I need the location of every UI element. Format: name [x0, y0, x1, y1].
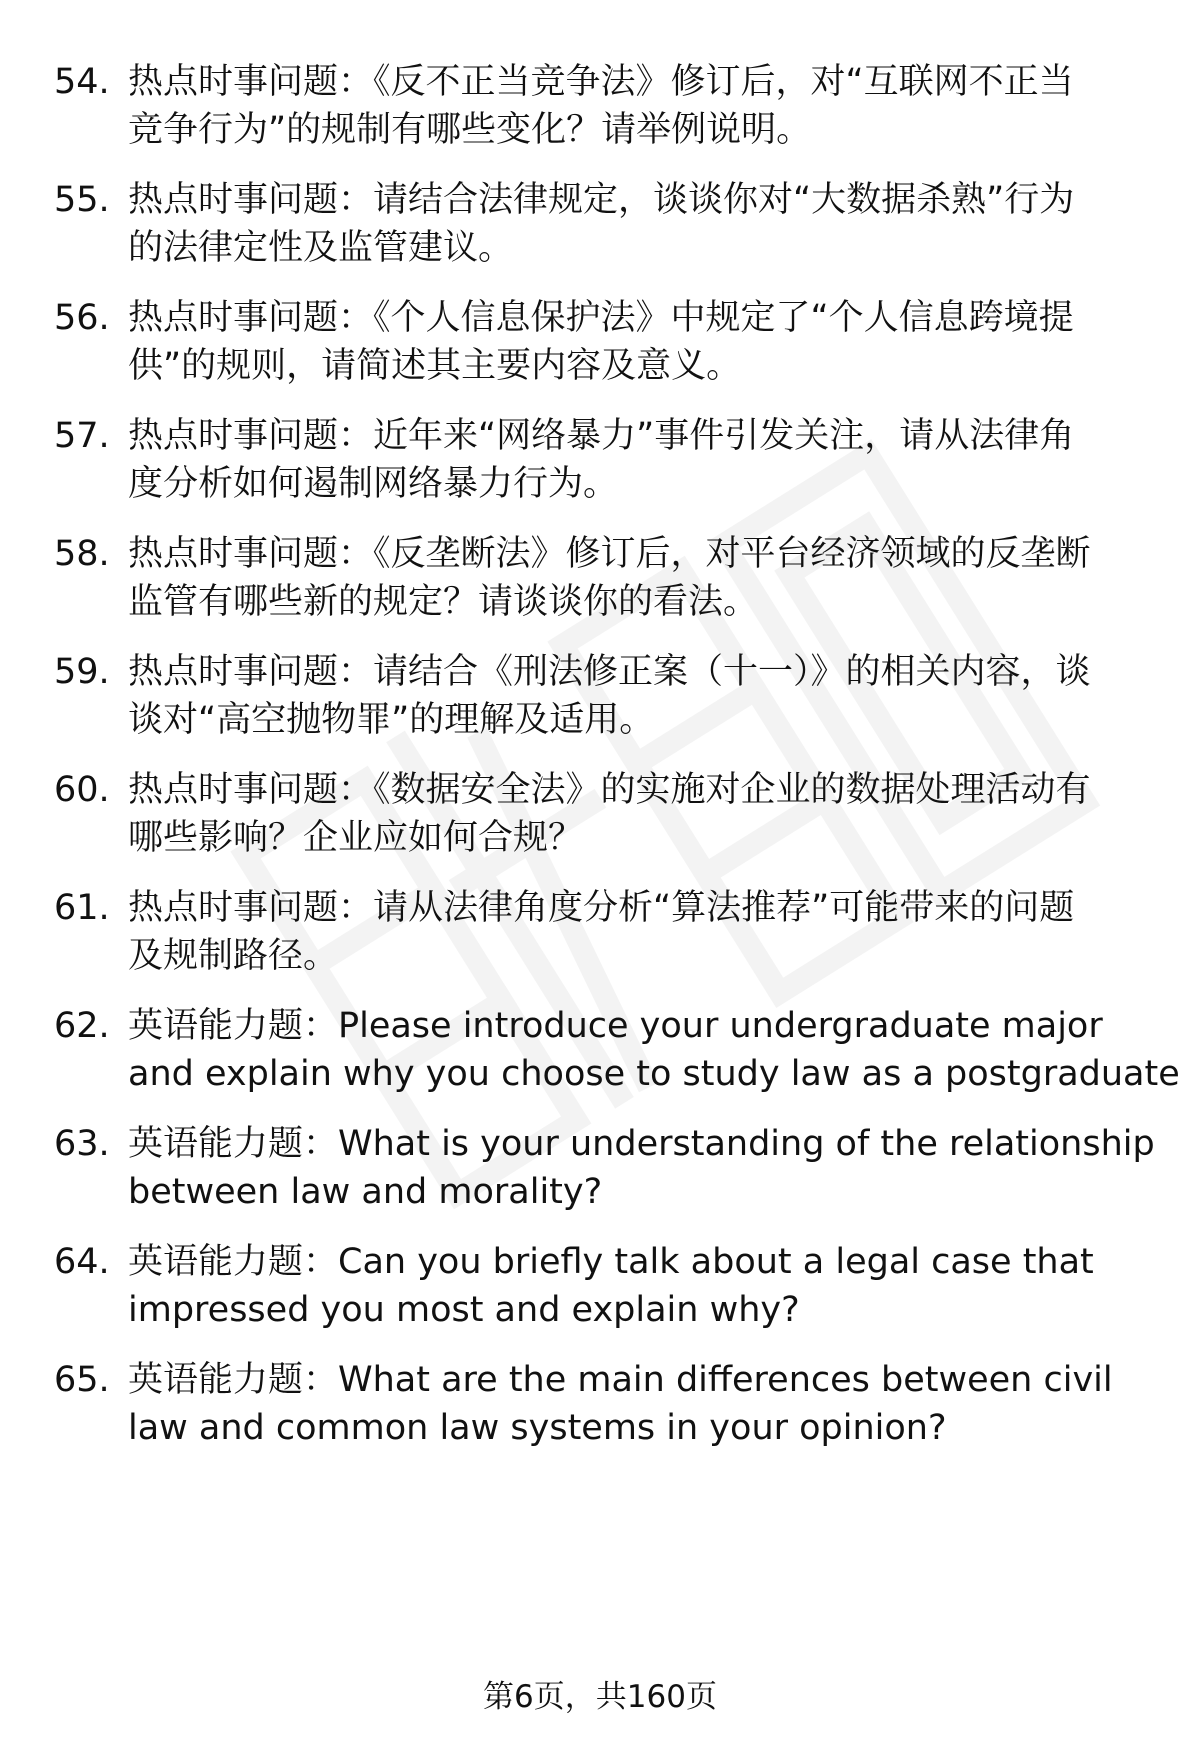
- question-item-57: [54, 412, 1164, 512]
- question-text-line-2: and explain why you choose to study law as a postgraduate: [128, 1054, 1180, 1094]
- question-item-55: [54, 176, 1164, 276]
- question-item-56: [54, 294, 1164, 394]
- question-number: 63.: [54, 1124, 110, 1164]
- question-text-line-1: 热点时事问题：《反不正当竞争法》修订后，对“互联网不正当: [128, 62, 1074, 102]
- question-item-64: [54, 1238, 1164, 1338]
- question-text-line-1: 热点时事问题：《数据安全法》的实施对企业的数据处理活动有: [128, 770, 1091, 810]
- question-text-line-1: 英语能力题：What is your understanding of the relationship: [128, 1124, 1155, 1164]
- question-text-line-1: 热点时事问题：请从法律角度分析“算法推荐”可能带来的问题: [128, 888, 1075, 928]
- question-number: 57.: [54, 416, 110, 456]
- question-item-63: [54, 1120, 1164, 1220]
- question-item-59: [54, 648, 1164, 748]
- question-text-line-2: between law and morality?: [128, 1172, 603, 1212]
- question-item-54: [54, 58, 1164, 158]
- question-number: 58.: [54, 534, 110, 574]
- question-item-62: [54, 1002, 1180, 1102]
- question-text-line-1: 热点时事问题：请结合《刑法修正案（十一）》的相关内容，谈: [128, 652, 1091, 692]
- question-text-line-2: impressed you most and explain why?: [128, 1290, 800, 1330]
- question-text-line-2: 谈对“高空抛物罪”的理解及适用。: [128, 700, 655, 740]
- question-number: 54.: [54, 62, 110, 102]
- question-item-61: [54, 884, 1164, 984]
- question-text-line-1: 英语能力题：What are the main differences between civil: [128, 1360, 1113, 1400]
- question-text-line-2: law and common law systems in your opinion?: [128, 1408, 947, 1448]
- question-text-line-1: 英语能力题：Can you briefly talk about a legal case that: [128, 1242, 1094, 1282]
- question-text-line-2: 哪些影响？企业应如何合规？: [128, 818, 584, 858]
- question-number: 56.: [54, 298, 110, 338]
- question-item-60: [54, 766, 1164, 866]
- question-text-line-1: 热点时事问题：《反垄断法》修订后，对平台经济领域的反垄断: [128, 534, 1091, 574]
- question-number: 62.: [54, 1006, 110, 1046]
- page-footer: [0, 1675, 1200, 1719]
- question-number: 65.: [54, 1360, 110, 1400]
- question-text-line-2: 竞争行为”的规制有哪些变化？请举例说明。: [128, 110, 812, 150]
- question-number: 59.: [54, 652, 110, 692]
- question-text-line-1: 热点时事问题：近年来“网络暴力”事件引发关注，请从法律角: [128, 416, 1075, 456]
- question-number: 60.: [54, 770, 110, 810]
- question-text-line-1: 热点时事问题：请结合法律规定，谈谈你对“大数据杀熟”行为: [128, 180, 1075, 220]
- question-item-65: [54, 1356, 1164, 1456]
- question-text-line-2: 及规制路径。: [128, 936, 339, 976]
- page-number-label: 第6页，共160页: [483, 1679, 717, 1715]
- question-number: 64.: [54, 1242, 110, 1282]
- question-text-line-2: 供”的规则，请简述其主要内容及意义。: [128, 346, 742, 386]
- question-text-line-1: 英语能力题：Please introduce your undergraduate major: [128, 1006, 1103, 1046]
- question-text-line-2: 度分析如何遏制网络暴力行为。: [128, 464, 619, 504]
- question-item-58: [54, 530, 1164, 630]
- question-text-line-1: 热点时事问题：《个人信息保护法》中规定了“个人信息跨境提: [128, 298, 1074, 338]
- question-text-line-2: 监管有哪些新的规定？请谈谈你的看法。: [128, 582, 759, 622]
- question-number: 61.: [54, 888, 110, 928]
- question-number: 55.: [54, 180, 110, 220]
- question-text-line-2: 的法律定性及监管建议。: [128, 228, 514, 268]
